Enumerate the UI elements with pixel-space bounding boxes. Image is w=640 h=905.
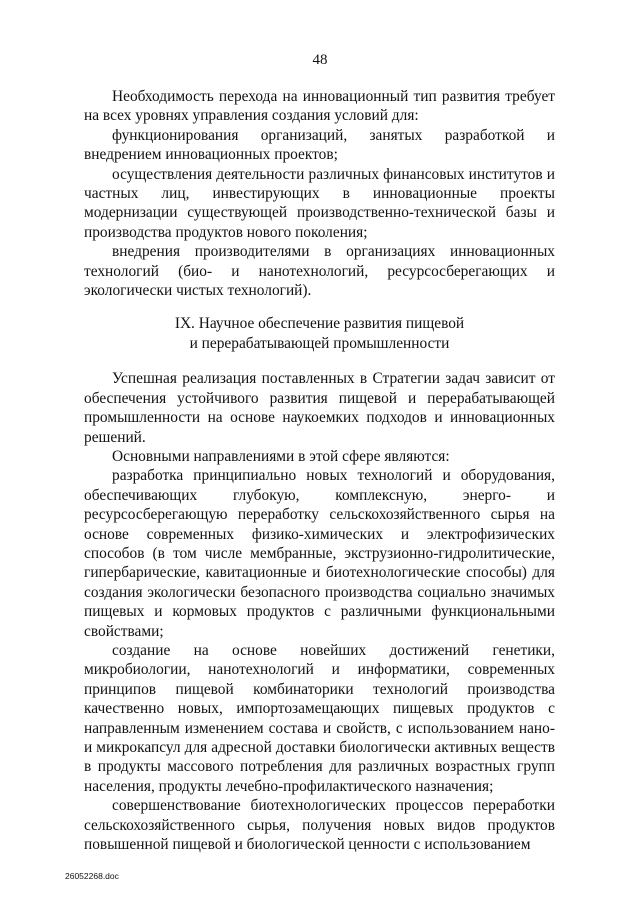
paragraph: функционирования организаций, занятых разработкой и внедрением инновационных проектов; [84, 126, 555, 164]
paragraph: Необходимость перехода на инновационный тип развития требует на всех уровнях управления создания условий для: [84, 88, 555, 125]
paragraph: разработка принципиально новых технологий и оборудования, обеспечивающих глубокую, комплексную, энерго- и ресурсосберегающую переработку сельскохозяйственного сырья на основе современных физико-химических и электрофизических способов (в том числе мембранные, экструзионно-гидролитические, гипербарические, кавитационные и биотехнологические способы) для создания экологически безопасного производства социально значимых пищевых и кормовых продуктов с различными функциональными свойствами; [84, 467, 555, 640]
paragraph: создание на основе новейших достижений генетики, микробиологии, нанотехнологий и информатики, современных принципов пищевой комбинаторики технологий производства качественно новых, импортозамещающих пищевых продуктов с направленным изменением состава и свойств, с использованием нано- и микрокапсул для адресной доставки биологически активных веществ в продукты массового потребления для различных возрастных групп населения, продукты лечебно-профилактического назначения; [84, 641, 555, 795]
paragraph: внедрения производителями в организациях инновационных технологий (био- и нанотехнологий, ресурсосберегающих и экологически чистых технологий). [84, 243, 555, 300]
section-heading-line: IX. Научное обеспечение развития пищевой [174, 315, 465, 333]
paragraph: Успешная реализация поставленных в Стратегии задач зависит от обеспечения устойчивого развития пищевой и перерабатывающей промышленности на основе наукоемких подходов и инновационных решений. [84, 370, 555, 446]
paragraph: осуществления деятельности различных финансовых институтов и частных лиц, инвестирующих в инновационные проекты модернизации существующей производственно-технической базы и производства продуктов нового поколения; [84, 165, 555, 241]
paragraph: совершенствование биотехнологических процессов переработки сельскохозяйственного сырья, получения новых видов продуктов повышенной пищевой и биологической ценности с использованием [84, 797, 555, 854]
section-heading-line: и перерабатывающей промышленности [189, 334, 450, 352]
paragraph: Основными направлениями в этой сфере являются: [112, 447, 450, 465]
page-number: 48 [312, 52, 328, 68]
document-file-id: 26052268.doc [65, 871, 119, 881]
section-heading [84, 314, 555, 353]
document-body [84, 87, 555, 854]
